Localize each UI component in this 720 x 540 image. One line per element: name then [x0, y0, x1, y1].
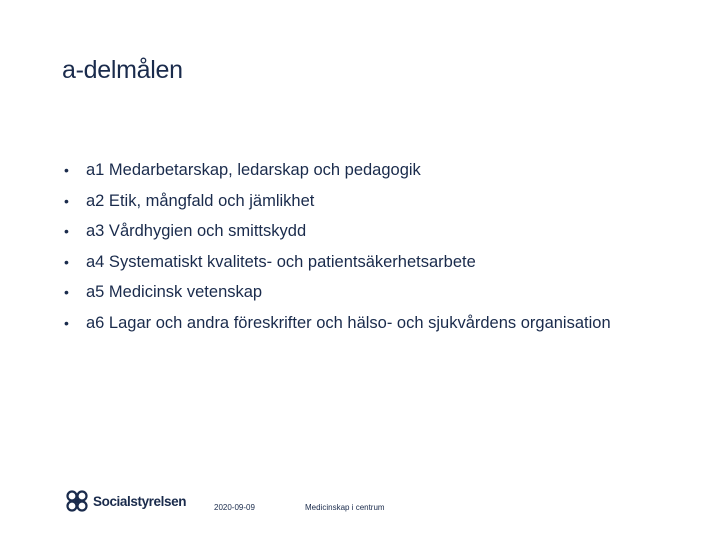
- list-item: [62, 191, 662, 212]
- bullet-text: a6 Lagar och andra föreskrifter och hälso- och sjukvårdens organisation: [86, 313, 611, 332]
- slide-footer: [0, 485, 720, 525]
- logo: [64, 489, 186, 513]
- logo-text: Socialstyrelsen: [93, 493, 187, 509]
- footer-note: Medicinskap i centrum: [305, 503, 385, 512]
- list-item: [62, 221, 662, 242]
- list-item: [62, 313, 662, 334]
- list-item: [62, 282, 662, 303]
- bullet-text: a5 Medicinsk vetenskap: [86, 283, 263, 301]
- bullet-dot: •: [64, 223, 69, 239]
- bullet-text: a4 Systematiskt kvalitets- och patientsäkerhetsarbete: [86, 252, 476, 271]
- bullet-dot: •: [64, 314, 69, 331]
- bullet-text: a1 Medarbetarskap, ledarskap och pedagogik: [86, 161, 421, 179]
- list-item: [62, 252, 662, 273]
- socialstyrelsen-emblem-icon: [64, 489, 90, 513]
- bullet-dot: •: [64, 284, 69, 300]
- list-item: [62, 160, 662, 181]
- bullet-text: a2 Etik, mångfald och jämlikhet: [86, 191, 315, 210]
- slide-title: a-delmålen: [62, 56, 183, 84]
- bullet-dot: •: [64, 253, 69, 270]
- bullet-text: a3 Vårdhygien och smittskydd: [86, 222, 307, 240]
- bullet-list: [62, 160, 662, 343]
- footer-date: 2020-09-09: [214, 503, 255, 512]
- bullet-dot: •: [64, 192, 69, 209]
- bullet-dot: •: [64, 162, 69, 178]
